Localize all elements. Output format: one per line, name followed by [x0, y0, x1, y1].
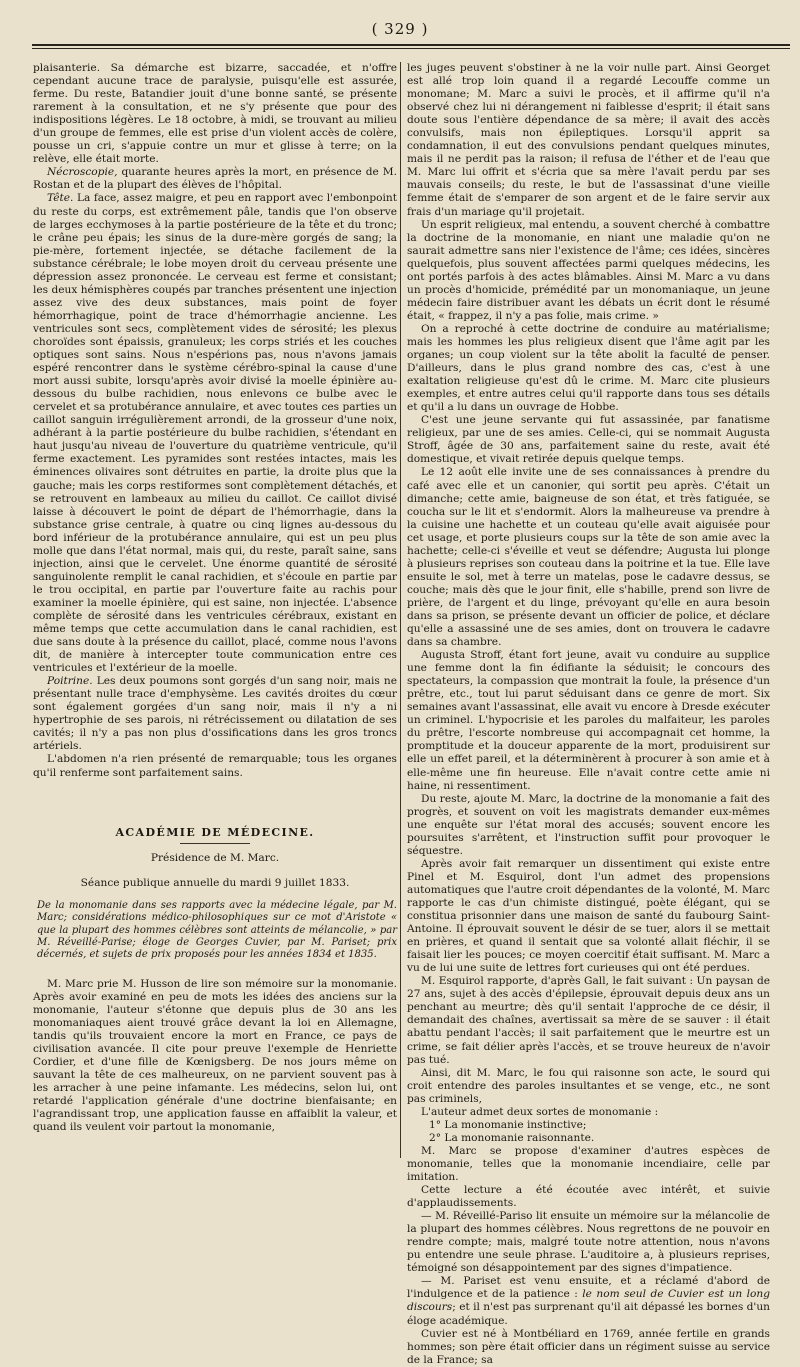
right-column [407, 62, 770, 1366]
paragraph-label: Nécroscopie, [47, 166, 118, 179]
header-rule [32, 44, 790, 49]
paragraph-text: La face, assez maigre, et peu en rapport avec l'embonpoint du reste du corps, est extrêmement pâle, tandis que l'on observe de larges ecchymoses à la partie postérieure de la tête et du tronc; le crâne peu épais; les sinus de la dure-mère gorgés de sang; la pie-mère, fortement injectée, se détache facilement de la substance cérébrale; le lobe moyen droit du cerveau présente une dépression assez prononcée. Le cerveau est ferme et consistant; les deux hémisphères coupés par tranches présentent une injection assez vive des deux substances, mais point de foyer hémorrhagique, point de trace d'hémorrhagie ancienne. Les ventricules sont secs, complètement vides de sérosité; les plexus choroïdes sont épaissis, granuleux; les corps striés et les couches optiques sont sains. Nous n'espérions pas, nous n'avons jamais espéré rencontrer dans le système cérébro-spinal la cause d'une mort aussi subite, lorsqu'après avoir divisé la moelle épinière au-dessous du bulbe rachidien, nous enlevons ce bulbe avec le cervelet et sa protubérance annulaire, et avec toutes ces parties un caillot sanguin irrégulièrement arrondi, de la grosseur d'une noix, adhérant à la partie postérieure du bulbe rachidien, s'étendant en haut jusqu'au niveau de l'ouverture du quatrième ventricule, qu'il ferme exactement. Les pyramides sont restées intactes, mais les éminences olivaires sont détruites en partie, la droite plus que la gauche; mais les corps restiformes sont complètement détachés, et se retrouvent en lambeaux au milieu du caillot. Ce caillot divisé laisse à découvert le point de départ de l'hémorrhagie, dans la substance grise centrale, à quatre ou cinq lignes au-dessous du bord inférieur de la protubérance annulaire, qui est un peu plus molle que dans l'état normal, mais qui, du reste, paraît saine, sans injection, ainsi que le cervelet. Une énorme quantité de sérosité sanguinolente remplit le canal rachidien, et s'écoule en partie par le trou occipital, en partie par l'ouverture faite au rachis pour examiner la moelle épinière, qui est saine, non injectée. L'absence complète de sérosité dans les ventricules cérébraux, existant en même temps que cette accumulation dans le canal rachidien, est due sans doute à la présence du caillot, placé, comme nous l'avons dit, de manière à intercepter toute communication entre ces ventricules et l'extérieur de la moelle. [33, 192, 397, 675]
paragraph: C'est une jeune servante qui fut assassinée, par fanatisme religieux, par une de ses amies. Celle-ci, qui se nommait Augusta Stroff, âgée de 30 ans, parfaitement saine du reste, avait été domestique, et vivait retirée depuis quelque temps. [407, 414, 770, 466]
paragraph: Augusta Stroff, étant fort jeune, avait vu conduire au supplice une femme dont la fin édifiante la séduisit; le concours des spectateurs, la compassion que montrait la foule, la présence d'un prêtre, etc., tout lui parut séduisant dans ce genre de mort. Six semaines avant l'assassinat, elle avait vu encore à Dresde exécuter un criminel. L'hypocrisie et les paroles du malfaiteur, les paroles du prêtre, l'escorte nombreuse qui accompagnait cet homme, la promptitude et la douceur apparente de la mort, produisirent sur elle un effet pareil, et la déterminèrent à procurer à son amie et à elle-même une fin heureuse. Elle n'avait contre cette amie ni haine, ni ressentiment. [407, 649, 770, 792]
paragraph: Cette lecture a été écoutée avec intérêt, et suivie d'applaudissements. [407, 1184, 770, 1210]
paragraph: Un esprit religieux, mal entendu, a souvent cherché à combattre la doctrine de la monomanie, en niant une maladie qu'on ne saurait admettre sans nier l'existence de l'âme; ces idées, sincères quelquefois, plus souvent affectées parmi quelques médecins, les ont portés parfois à des actes blâmables. Ainsi M. Marc a vu dans un procès d'homicide, prémédité par un monomaniaque, un jeune médecin faire distribuer avant les débats un écrit dont le résumé était, « frappez, il n'y a pas folie, mais crime. » [407, 218, 770, 322]
left-column [33, 62, 397, 1160]
session-summary: De la monomanie dans ses rapports avec la médecine légale, par M. Marc; considérations médico-philosophiques sur ce mot d'Aristote « que la plupart des hommes célèbres sont atteints de mélancolie, » par M. Réveillé-Parise; éloge de Georges Cuvier, par M. Pariset; prix décernés, et sujets de prix proposés pour les années 1834 et 1835. [37, 899, 397, 961]
paragraph: Le 12 août elle invite une de ses connaissances à prendre du café avec elle et un canonier, qui sortit peu après. C'était un dimanche; cette amie, baigneuse de son état, et très fatiguée, se coucha sur le lit et s'endormit. Alors la malheureuse va prendre à la cuisine une hachette et un couteau qu'elle avait aiguisée pour cet usage, et porte plusieurs coups sur la tête de son amie avec la hachette; celle-ci s'éveille et veut se défendre; Augusta lui plonge à plusieurs reprises son couteau dans la poitrine et la tue. Elle lave ensuite le sol, met à terre un matelas, pose le cadavre dessus, se couche; mais dès que le jour finit, elle s'habille, prend son livre de prière, de l'argent et du linge, prévoyant qu'elle en aura besoin dans sa prison, se présente devant un officier de police, et déclare qu'elle a assassiné une de ses amies, dont on trouvera le cadavre dans sa chambre. [407, 466, 770, 649]
paragraph: Après avoir fait remarquer un dissentiment qui existe entre Pinel et M. Esquirol, dont l'un admet des propensions automatiques que l'autre croit dépendantes de la volonté, M. Marc rapporte le cas d'un chimiste distingué, poète élégant, qui se constitua prisonnier dans une maison de santé du faubourg Saint-Antoine. Il éprouvait souvent le désir de se tuer, alors il se mettait en prières, et quand il sentait que sa volonté allait fléchir, il se faisait lier les pouces; ce moyen coercitif était suffisant. M. Marc a vu de lui une suite de lettres fort curieuses qui ont été perdues. [407, 857, 770, 975]
paragraph: Cuvier est né à Montbéliard en 1769, année fertile en grands hommes; son père était officier dans un régiment suisse au service de la France; sa [407, 1327, 770, 1366]
presidence-line: Présidence de M. Marc. [150, 851, 280, 864]
seance-line: Séance publique annuelle du mardi 9 juillet 1833. [80, 876, 350, 889]
paragraph-text: quarante heures après la mort, en présence de M. Rostan et de la plupart des élèves de l'hôpital. [33, 166, 397, 192]
quoted-phrase: le nom seul de Cuvier est un long discours [407, 1288, 770, 1314]
paragraph-text: — M. Pariset est venu ensuite, et a réclamé d'abord de l'indulgence et de la patience : [407, 1275, 770, 1301]
paragraph: les juges peuvent s'obstiner à ne la voir nulle part. Ainsi Georget est allé trop loin quand il a regardé Lecouffe comme un monomane; M. Marc a suivi le procès, et il affirme qu'il n'a observé chez lui ni dérangement ni faiblesse d'esprit; il était sans doute sous l'entière dépendance de sa mère; il avait des accès convulsifs, mais non épileptiques. Lorsqu'il apprit sa condamnation, il eut des convulsions pendant quelques minutes, mais il ne perdit pas la raison; il refusa de l'éther et de l'eau que M. Marc lui offrit et s'écria que sa mère l'avait perdu par ses mauvais conseils; du reste, le but de l'assassinat d'une vieille femme était de s'emparer de son argent et de le faire servir aux frais d'un mariage qu'il projetait. [407, 62, 770, 218]
section-title: ACADÉMIE DE MÉDECINE. [115, 825, 315, 839]
paragraph-label: Poitrine. [47, 675, 93, 688]
paragraph: plaisanterie. Sa démarche est bizarre, saccadée, et n'offre cependant aucune trace de paralysie, puisqu'elle est assurée, ferme. Du reste, Batandier jouit d'une bonne santé, se présente rarement à la consultation, et ne s'y présente que pour des indispositions légères. Le 18 octobre, à midi, se trouvant au milieu d'un groupe de femmes, elle est prise d'un violent accès de colère, pousse un cri, s'appuie contre un mur et glisse à terre; on la relève, elle était morte. [33, 62, 397, 166]
paragraph [407, 1275, 770, 1327]
page-number: ( 329 ) [371, 20, 429, 38]
paragraph: M. Marc se propose d'examiner d'autres espèces de monomanie, telles que la monomanie incendiaire, celle par imitation. [407, 1144, 770, 1183]
paragraph [33, 675, 397, 753]
section-rule [180, 843, 250, 844]
list-item: 1° La monomanie instinctive; [429, 1118, 587, 1131]
paragraph: M. Esquirol rapporte, d'après Gall, le fait suivant : Un paysan de 27 ans, sujet à des accès d'épilepsie, éprouvait depuis deux ans un penchant au meurtre; dès qu'il sentait l'approche de ce désir, il demandait des chaînes, avertissait sa mère de se sauver : il était abattu pendant l'accès; il sait parfaitement que le meurtre est un crime, se fait délier après l'accès, et se trouve heureux de n'avoir pas tué. [407, 975, 770, 1066]
paragraph-text: ; et il n'est pas surprenant qu'il ait dépassé les bornes d'un éloge académique. [407, 1301, 770, 1327]
paragraph-label: Tête. [47, 192, 74, 205]
paragraph [33, 192, 397, 675]
paragraph: M. Marc prie M. Husson de lire son mémoire sur la monomanie. Après avoir examiné en peu de mots les idées des anciens sur la monomanie, l'auteur s'étonne que depuis plus de 30 ans les monomaniaques aient trouvé grâce devant la loi en Allemagne, tandis qu'ils trouvaient encore la mort en France, ce pays de civilisation avancée. Il cite pour preuve l'exemple de Henriette Cordier, et d'une fille de Kœnigsberg. De nos jours même on sauvant la tête de ces malheureux, on ne parvient souvent pas à les arracher à une peine infamante. Les médecins, selon lui, ont retardé l'application générale d'une doctrine bienfaisante; en l'agrandissant trop, une application fausse en affaiblit la valeur, et quand ils veulent voir partout la monomanie, [33, 977, 397, 1134]
list-item: 2° La monomanie raisonnante. [429, 1131, 595, 1144]
paragraph: Du reste, ajoute M. Marc, la doctrine de la monomanie a fait des progrès, et souvent on voit les magistrats demander eux-mêmes une enquête sur l'état moral des accusés; souvent encore les poursuites s'arrêtent, et l'instruction suffit pour provoquer le séquestre. [407, 792, 770, 857]
paragraph: L'auteur admet deux sortes de monomanie : [421, 1105, 659, 1118]
paragraph: On a reproché à cette doctrine de conduire au matérialisme; mais les hommes les plus religieux disent que l'âme agit par les organes; un coup violent sur la tête abolit la faculté de penser. D'ailleurs, dans le plus grand nombre des cas, c'est à une exaltation religieuse qu'est dû le crime. M. Marc cite plusieurs exemples, et entre autres celui qu'il rapporte dans tous ses détails et qu'il a lu dans un ouvrage de Hobbe. [407, 322, 770, 414]
paragraph [33, 166, 397, 192]
column-divider [400, 62, 401, 1158]
paragraph: — M. Réveillé-Pariso lit ensuite un mémoire sur la mélancolie de la plupart des hommes célèbres. Nous regrettons de ne pouvoir en rendre compte; mais, malgré toute notre attention, nous n'avons pu entendre une seule phrase. L'auditoire a, à plusieurs reprises, témoigné son désappointement par des signes d'impatience. [407, 1210, 770, 1275]
paragraph: L'abdomen n'a rien présenté de remarquable; tous les organes qu'il renferme sont parfaitement sains. [33, 753, 397, 779]
paragraph-text: Les deux poumons sont gorgés d'un sang noir, mais ne présentant nulle trace d'emphysème. Les cavités droites du cœur sont également gorgées d'un sang noir, mais il n'y a ni hypertrophie de ses parois, ni rétrécissement ou dilatation de ses cavités; il n'y a pas non plus d'ossifications dans les gros troncs artériels. [33, 675, 397, 753]
paragraph: Ainsi, dit M. Marc, le fou qui raisonne son acte, le sourd qui croit entendre des paroles insultantes et se venge, etc., ne sont pas criminels, [407, 1066, 770, 1105]
